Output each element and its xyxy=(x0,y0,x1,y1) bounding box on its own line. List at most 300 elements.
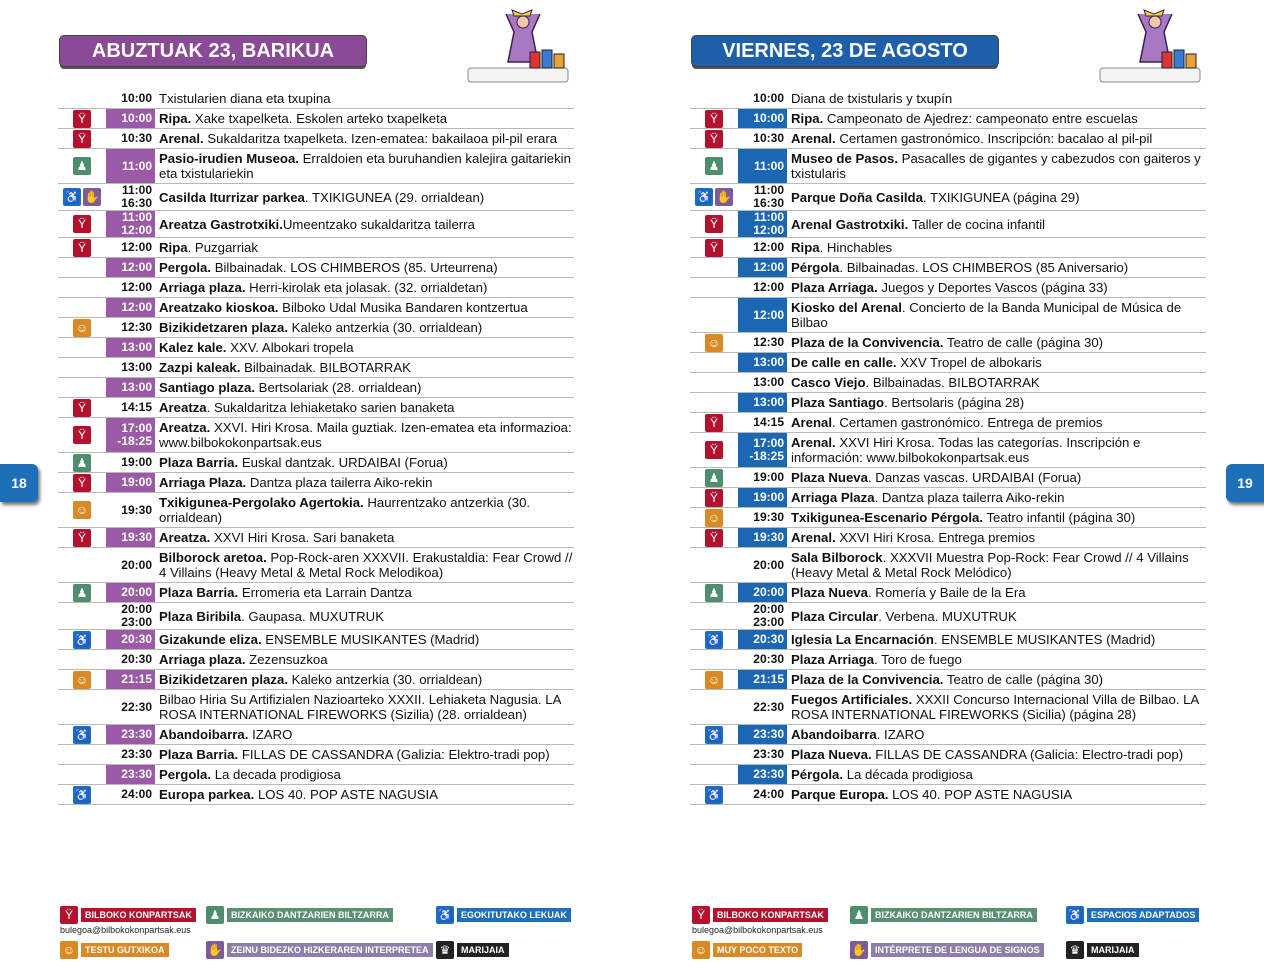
table-row xyxy=(58,149,574,184)
event-description: . Dantza plaza tailerra Aiko-rekin xyxy=(874,490,1065,505)
row-event xyxy=(787,690,1206,724)
table-row xyxy=(58,258,574,278)
little-text-icon: ☺ xyxy=(73,319,91,337)
konpartsak-icon: Ÿ xyxy=(705,239,723,257)
table-row xyxy=(690,725,1206,745)
event-description: XXVI. Hiri Krosa. Maila guztiak. Izen-ematea eta informazioa: www.bilbokokonpartsak.eus xyxy=(159,420,572,450)
row-event xyxy=(787,238,1206,257)
row-event xyxy=(155,453,574,472)
row-event xyxy=(787,149,1206,183)
marijaia-mascot-image xyxy=(462,4,574,86)
row-time: 19:00 xyxy=(738,488,787,507)
konpartsak-icon: Ÿ xyxy=(705,529,723,547)
event-description: . XXXVII Muestra Pop-Rock: Fear Crowd // 4 Villains (Heavy Metal & Metal Rock Melódico) xyxy=(791,550,1189,580)
event-place: Kiosko del Arenal xyxy=(791,300,902,315)
event-place: De calle en calle. xyxy=(791,355,897,370)
event-description: Pop-Rock-aren XXXVII. Erakustaldia: Fear Crowd // 4 Villains (Heavy Metal & Metal Rock Melodikoa) xyxy=(159,550,573,580)
event-place: Casilda Iturrizar parkea xyxy=(159,189,305,205)
row-icons xyxy=(690,509,738,527)
wheelchair-icon: ♿ xyxy=(706,727,722,742)
table-row xyxy=(690,433,1206,468)
row-event xyxy=(787,528,1206,547)
table-row xyxy=(690,333,1206,353)
event-description: Bertsolariak (28. orrialdean) xyxy=(255,380,422,395)
event-description: . Romería y Baile de la Era xyxy=(867,585,1026,600)
row-time: 10:00 xyxy=(121,91,152,105)
table-row xyxy=(58,184,574,211)
legend-marijaia: ♛ MARIJAIA xyxy=(1066,941,1139,958)
row-icons xyxy=(690,414,738,432)
marijaia-mascot-image xyxy=(1094,4,1206,86)
table-row xyxy=(58,278,574,298)
row-time: 11:00 16:30 xyxy=(121,183,152,210)
wheelchair-icon: ♿ xyxy=(706,632,722,647)
row-icons xyxy=(58,786,106,804)
event-place: Plaza Biribila xyxy=(159,608,242,624)
table-row xyxy=(690,149,1206,184)
row-icons xyxy=(690,157,738,175)
row-time: 13:00 xyxy=(121,360,152,374)
event-description: FILLAS DE CASSANDRA (Galizia: Elektro-tradi pop) xyxy=(238,747,550,762)
row-event xyxy=(155,89,574,108)
event-description: XXV. Albokari tropela xyxy=(226,340,354,355)
konpartsak-icon: Ÿ xyxy=(705,414,723,432)
event-description: . Hinchables xyxy=(819,240,893,255)
row-event xyxy=(155,765,574,784)
event-place: Ripa xyxy=(791,240,820,255)
table-row xyxy=(690,393,1206,413)
table-row xyxy=(58,528,574,548)
row-event xyxy=(787,745,1206,764)
row-time: 12:00 xyxy=(106,298,155,317)
event-description: . TXIKIGUNEA (29. orrialdean) xyxy=(304,189,485,205)
dancer-icon: ♟ xyxy=(73,454,91,472)
little-text-icon: ☺ xyxy=(692,941,710,959)
row-time: 11:00 16:30 xyxy=(753,183,784,210)
event-place: Plaza de la Convivencia. xyxy=(791,672,944,687)
row-time: 20:00 23:00 xyxy=(753,602,784,629)
legend-marijaia: ♛ MARIJAIA xyxy=(436,941,509,958)
row-event xyxy=(787,413,1206,432)
row-time: 23:30 xyxy=(121,747,152,761)
row-time: 22:30 xyxy=(121,699,152,714)
table-row xyxy=(690,89,1206,109)
wheelchair-icon: ♿ xyxy=(74,727,90,742)
row-time: 17:00 -18:25 xyxy=(106,418,155,452)
row-event xyxy=(155,548,574,582)
row-event xyxy=(155,188,574,207)
event-place: Pasio-irudien Museoa. xyxy=(159,151,299,166)
row-time: 12:30 xyxy=(121,320,152,334)
event-place: Iglesia La Encarnación xyxy=(791,632,934,647)
legend-adapted: ♿ ESPACIOS ADAPTADOS xyxy=(1066,906,1199,923)
konpartsak-icon: Ÿ xyxy=(73,474,91,492)
row-icons xyxy=(690,786,738,804)
table-row xyxy=(690,670,1206,690)
row-icons xyxy=(58,726,106,744)
event-description: XXXII Concurso Internacional Villa de Bilbao. LA ROSA INTERNATIONAL FIREWORKS (Sicilia) (página 28) xyxy=(791,692,1199,722)
row-event xyxy=(155,630,574,649)
event-place: Plaza Santiago xyxy=(791,395,885,410)
wheelchair-icon: ♿ xyxy=(74,787,90,802)
table-row xyxy=(690,548,1206,583)
row-time: 23:30 xyxy=(738,725,787,744)
legend-text: ☺ TESTU GUTXIKOA xyxy=(60,941,169,958)
wheelchair-icon: ♿ xyxy=(64,190,80,204)
event-place: Abandoibarra xyxy=(791,727,877,742)
event-description: Dantza plaza tailerra Aiko-rekin xyxy=(246,475,433,490)
event-description: . Verbena. MUXUTRUK xyxy=(878,608,1017,624)
event-place: Ripa xyxy=(159,240,188,255)
row-event xyxy=(787,373,1206,392)
event-place: Plaza Arriaga. xyxy=(791,280,878,295)
konpartsak-icon: Ÿ xyxy=(73,399,91,417)
event-description: . TXIKIGUNEA (página 29) xyxy=(922,189,1080,205)
event-description: Kaleko antzerkia (30. orrialdean) xyxy=(287,672,483,687)
event-place: Areatza Gastrotxiki. xyxy=(159,216,283,232)
event-description: IZARO xyxy=(248,727,293,742)
event-place: Parque Europa. xyxy=(791,787,889,802)
row-event xyxy=(155,318,574,337)
event-place: Museo de Pasos. xyxy=(791,151,899,166)
event-description: Xake txapelketa. Eskolen arteko txapelketa xyxy=(191,111,448,126)
event-description: XXV Tropel de albokaris xyxy=(896,355,1042,370)
event-description: XXVI Hiri Krosa. Entrega premios xyxy=(835,530,1036,545)
row-icons xyxy=(58,110,106,128)
row-event xyxy=(155,238,574,257)
row-time: 20:30 xyxy=(753,652,784,666)
event-place: Europa parkea. xyxy=(159,787,255,802)
row-event xyxy=(787,298,1206,332)
row-time: 14:15 xyxy=(121,400,152,414)
row-icons xyxy=(58,157,106,175)
table-row xyxy=(58,630,574,650)
row-event xyxy=(787,607,1206,626)
row-event xyxy=(155,493,574,527)
event-place: Areatzako kioskoa. xyxy=(159,300,279,315)
konpartsak-icon: Ÿ xyxy=(73,426,91,444)
table-row xyxy=(58,358,574,378)
row-icons xyxy=(690,110,738,128)
row-time: 17:00 -18:25 xyxy=(738,433,787,467)
row-time: 20:00 xyxy=(753,557,784,572)
row-time: 10:00 xyxy=(753,91,784,105)
event-description: Teatro de calle (página 30) xyxy=(943,672,1104,687)
marijaia-icon: ♛ xyxy=(1066,941,1084,959)
schedule-table xyxy=(690,89,1206,805)
dancer-icon: ♟ xyxy=(850,906,868,924)
table-row xyxy=(690,298,1206,333)
row-icons xyxy=(58,239,106,257)
row-time: 12:00 xyxy=(738,298,787,332)
table-row xyxy=(58,725,574,745)
table-row xyxy=(690,353,1206,373)
row-event xyxy=(155,149,574,183)
event-description: . Bilbainadas. LOS CHIMBEROS (85 Aniversario) xyxy=(839,260,1129,275)
event-place: Fuegos Artificiales. xyxy=(791,692,913,707)
event-description: XXVI Hiri Krosa. Sari banaketa xyxy=(210,530,395,545)
row-event xyxy=(787,548,1206,582)
row-icons xyxy=(58,584,106,602)
table-row xyxy=(690,630,1206,650)
row-event xyxy=(155,725,574,744)
row-time: 20:00 xyxy=(738,583,787,602)
row-time: 22:30 xyxy=(753,699,784,714)
little-text-icon: ☺ xyxy=(60,941,78,959)
table-row xyxy=(690,603,1206,630)
table-row xyxy=(58,298,574,318)
row-time: 19:00 xyxy=(106,473,155,492)
event-place: Arenal. xyxy=(791,530,836,545)
row-icons xyxy=(58,319,106,337)
row-time: 23:30 xyxy=(753,747,784,761)
konpartsak-icon: Ÿ xyxy=(705,130,723,148)
dancer-icon: ♟ xyxy=(705,584,723,602)
event-place: Txikigunea-Escenario Pérgola. xyxy=(791,510,984,525)
table-row xyxy=(690,583,1206,603)
event-description: . Bertsolaris (página 28) xyxy=(884,395,1025,410)
event-place: Plaza Nueva xyxy=(791,585,868,600)
event-place: Areatza. xyxy=(159,420,211,435)
event-place: Gizakunde eliza. xyxy=(159,632,262,647)
row-time: 19:30 xyxy=(106,528,155,547)
row-icons xyxy=(690,584,738,602)
event-description: Bilboko Udal Musika Bandaren kontzertua xyxy=(278,300,528,315)
event-place: Plaza Barria. xyxy=(159,747,239,762)
row-icons xyxy=(690,188,738,206)
legend-adapted: ♿ EGOKITUTAKO LEKUAK xyxy=(436,906,571,923)
row-time: 10:30 xyxy=(753,131,784,145)
table-row xyxy=(58,129,574,149)
event-description: Euskal dantzak. URDAIBAI (Forua) xyxy=(238,455,448,470)
row-icons xyxy=(58,188,106,206)
row-time: 11:00 xyxy=(738,149,787,183)
little-text-icon: ☺ xyxy=(705,509,723,527)
event-place: Parque Doña Casilda xyxy=(791,189,923,205)
row-event xyxy=(787,785,1206,804)
event-description: Campeonato de Ajedrez: campeonato entre escuelas xyxy=(823,111,1138,126)
row-icons xyxy=(690,239,738,257)
table-row xyxy=(58,109,574,129)
event-place: Plaza Arriaga xyxy=(791,652,875,667)
row-event xyxy=(787,215,1206,234)
row-time: 13:00 xyxy=(753,375,784,389)
row-time: 12:00 xyxy=(753,280,784,294)
legend xyxy=(690,906,1206,962)
event-place: Areatza xyxy=(159,400,207,415)
konpartsak-icon: Ÿ xyxy=(60,906,78,924)
event-place: Arriaga Plaza xyxy=(791,490,875,505)
row-time: 12:00 xyxy=(121,280,152,294)
event-description: . Gaupasa. MUXUTRUK xyxy=(241,608,384,624)
table-row xyxy=(690,650,1206,670)
row-time: 10:00 xyxy=(106,109,155,128)
table-row xyxy=(58,745,574,765)
row-event xyxy=(787,278,1206,297)
event-description: . IZARO xyxy=(876,727,925,742)
row-event xyxy=(787,258,1206,277)
row-event xyxy=(155,607,574,626)
event-description: Pasacalles de gigantes y cabezudos con gaiteros y txistularis xyxy=(791,151,1201,181)
row-time: 23:30 xyxy=(738,765,787,784)
event-place: Arenal xyxy=(791,415,833,430)
event-description: ENSEMBLE MUSIKANTES (Madrid) xyxy=(261,632,480,647)
table-row xyxy=(58,318,574,338)
legend-konpartsak: Ÿ BILBOKO KONPARTSAK xyxy=(692,906,828,923)
event-description: Bilbao Hiria Su Artifizialen Nazioarteko XXXII. Lehiaketa Nagusia. LA ROSA INTERNATIONAL FIREWORKS (Sizilia) (28. orrialdean) xyxy=(159,692,561,722)
event-description: Sukaldaritza txapelketa. Izen-ematea: bakailaoa pil-pil erara xyxy=(203,131,558,146)
row-time: 24:00 xyxy=(121,787,152,801)
konpartsak-icon: Ÿ xyxy=(73,130,91,148)
row-time: 10:30 xyxy=(121,131,152,145)
event-place: Pergola. xyxy=(159,260,212,275)
event-place: Arenal. xyxy=(791,131,836,146)
event-place: Santiago plaza. xyxy=(159,380,255,395)
table-row xyxy=(58,378,574,398)
row-event xyxy=(155,398,574,417)
row-time: 10:00 xyxy=(738,109,787,128)
row-event xyxy=(787,765,1206,784)
table-row xyxy=(690,278,1206,298)
row-icons xyxy=(690,469,738,487)
konpartsak-icon: Ÿ xyxy=(705,489,723,507)
legend-konpartsak: Ÿ BILBOKO KONPARTSAK xyxy=(60,906,196,923)
table-row xyxy=(690,785,1206,805)
row-time: 20:30 xyxy=(738,630,787,649)
row-icons xyxy=(690,489,738,507)
event-description: . Toro de fuego xyxy=(874,652,962,667)
row-time: 21:15 xyxy=(106,670,155,689)
page-title: ABUZTUAK 23, BARIKUA xyxy=(60,36,366,66)
row-time: 19:30 xyxy=(738,528,787,547)
event-place: Pergola. xyxy=(159,767,212,782)
row-event xyxy=(155,473,574,492)
event-description: XXVI Hiri Krosa. Todas las categorías. Inscripción e información: www.bilbokokonpartsak.eus xyxy=(791,435,1141,465)
event-place: Sala Bilborock xyxy=(791,550,883,565)
row-time: 14:15 xyxy=(753,415,784,429)
event-place: Bizikidetzaren plaza. xyxy=(159,320,288,335)
row-event xyxy=(787,333,1206,352)
event-description: La decada prodigiosa xyxy=(211,767,341,782)
table-row xyxy=(58,338,574,358)
konpartsak-icon: Ÿ xyxy=(73,215,91,233)
table-row xyxy=(58,583,574,603)
row-event xyxy=(787,393,1206,412)
row-event xyxy=(155,129,574,148)
row-time: 19:30 xyxy=(121,502,152,517)
row-event xyxy=(155,528,574,547)
event-description: LOS 40. POP ASTE NAGUSIA xyxy=(254,787,439,802)
sign-language-icon: ✋ xyxy=(851,942,867,957)
legend-text: ☺ MUY POCO TEXTO xyxy=(692,941,802,958)
table-row xyxy=(690,528,1206,548)
row-event xyxy=(787,433,1206,467)
table-row xyxy=(58,765,574,785)
event-description: LOS 40. POP ASTE NAGUSIA xyxy=(888,787,1073,802)
row-event xyxy=(787,630,1206,649)
table-row xyxy=(690,258,1206,278)
table-row xyxy=(58,603,574,630)
event-place: Txikigunea-Pergolako Agertokia. xyxy=(159,495,364,510)
little-text-icon: ☺ xyxy=(73,671,91,689)
event-place: Arriaga Plaza. xyxy=(159,475,247,490)
wheelchair-icon: ♿ xyxy=(696,190,712,204)
row-time: 13:00 xyxy=(106,338,155,357)
row-event xyxy=(787,188,1206,207)
table-row xyxy=(58,785,574,805)
row-event xyxy=(155,690,574,724)
event-description: Bilbainadak. LOS CHIMBEROS (85. Urteurrena) xyxy=(211,260,498,275)
row-time: 12:00 xyxy=(121,240,152,254)
row-icons xyxy=(690,215,738,233)
row-time: 11:00 xyxy=(106,149,155,183)
row-event xyxy=(787,583,1206,602)
row-time: 20:30 xyxy=(121,652,152,666)
row-icons xyxy=(58,501,106,519)
schedule-table xyxy=(58,89,574,805)
event-place: Pérgola xyxy=(791,260,840,275)
little-text-icon: ☺ xyxy=(705,334,723,352)
event-description: . Puzgarriak xyxy=(187,240,258,255)
row-time: 12:00 xyxy=(106,258,155,277)
row-event xyxy=(155,298,574,317)
table-row xyxy=(58,493,574,528)
table-row xyxy=(690,184,1206,211)
row-icons xyxy=(58,529,106,547)
event-description: Erromeria eta Larrain Dantza xyxy=(238,585,412,600)
event-description: Herri-kirolak eta jolasak. (32. orrialdetan) xyxy=(245,280,488,295)
table-row xyxy=(690,690,1206,725)
table-row xyxy=(58,670,574,690)
wheelchair-icon: ♿ xyxy=(706,787,722,802)
event-description: Kaleko antzerkia (30. orrialdean) xyxy=(287,320,483,335)
page-title: VIERNES, 23 DE AGOSTO xyxy=(692,36,998,66)
konpartsak-icon: Ÿ xyxy=(705,110,723,128)
row-event xyxy=(787,488,1206,507)
event-place: Ripa. xyxy=(159,111,192,126)
event-place: Ripa. xyxy=(791,111,824,126)
event-place: Bilborock aretoa. xyxy=(159,550,267,565)
event-description: . Sukaldaritza lehiaketako sarien banaketa xyxy=(206,400,455,415)
sign-language-icon: ✋ xyxy=(207,942,223,957)
event-place: Plaza Nueva. xyxy=(791,747,872,762)
event-place: Kalez kale. xyxy=(159,340,227,355)
sign-language-icon: ✋ xyxy=(716,190,732,204)
row-time: 11:00 12:00 xyxy=(106,211,155,237)
row-icons xyxy=(690,631,738,649)
row-time: 20:30 xyxy=(106,630,155,649)
row-icons xyxy=(58,130,106,148)
event-description: Teatro infantil (página 30) xyxy=(983,510,1136,525)
row-time: 13:00 xyxy=(738,393,787,412)
event-place: Arenal. xyxy=(791,435,836,450)
row-event xyxy=(155,215,574,234)
row-event xyxy=(787,109,1206,128)
konpartsak-icon: Ÿ xyxy=(73,239,91,257)
row-time: 11:00 12:00 xyxy=(738,211,787,237)
event-place: Plaza de la Convivencia. xyxy=(791,335,944,350)
row-time: 13:00 xyxy=(738,353,787,372)
konpartsak-icon: Ÿ xyxy=(705,441,723,459)
event-description: Taller de cocina infantil xyxy=(908,216,1046,232)
event-place: Plaza Barria. xyxy=(159,455,239,470)
event-description: Teatro de calle (página 30) xyxy=(943,335,1104,350)
event-description: La década prodigiosa xyxy=(843,767,973,782)
row-time: 21:15 xyxy=(738,670,787,689)
table-row xyxy=(690,745,1206,765)
event-place: Casco Viejo xyxy=(791,375,866,390)
event-place: Arriaga plaza. xyxy=(159,280,246,295)
